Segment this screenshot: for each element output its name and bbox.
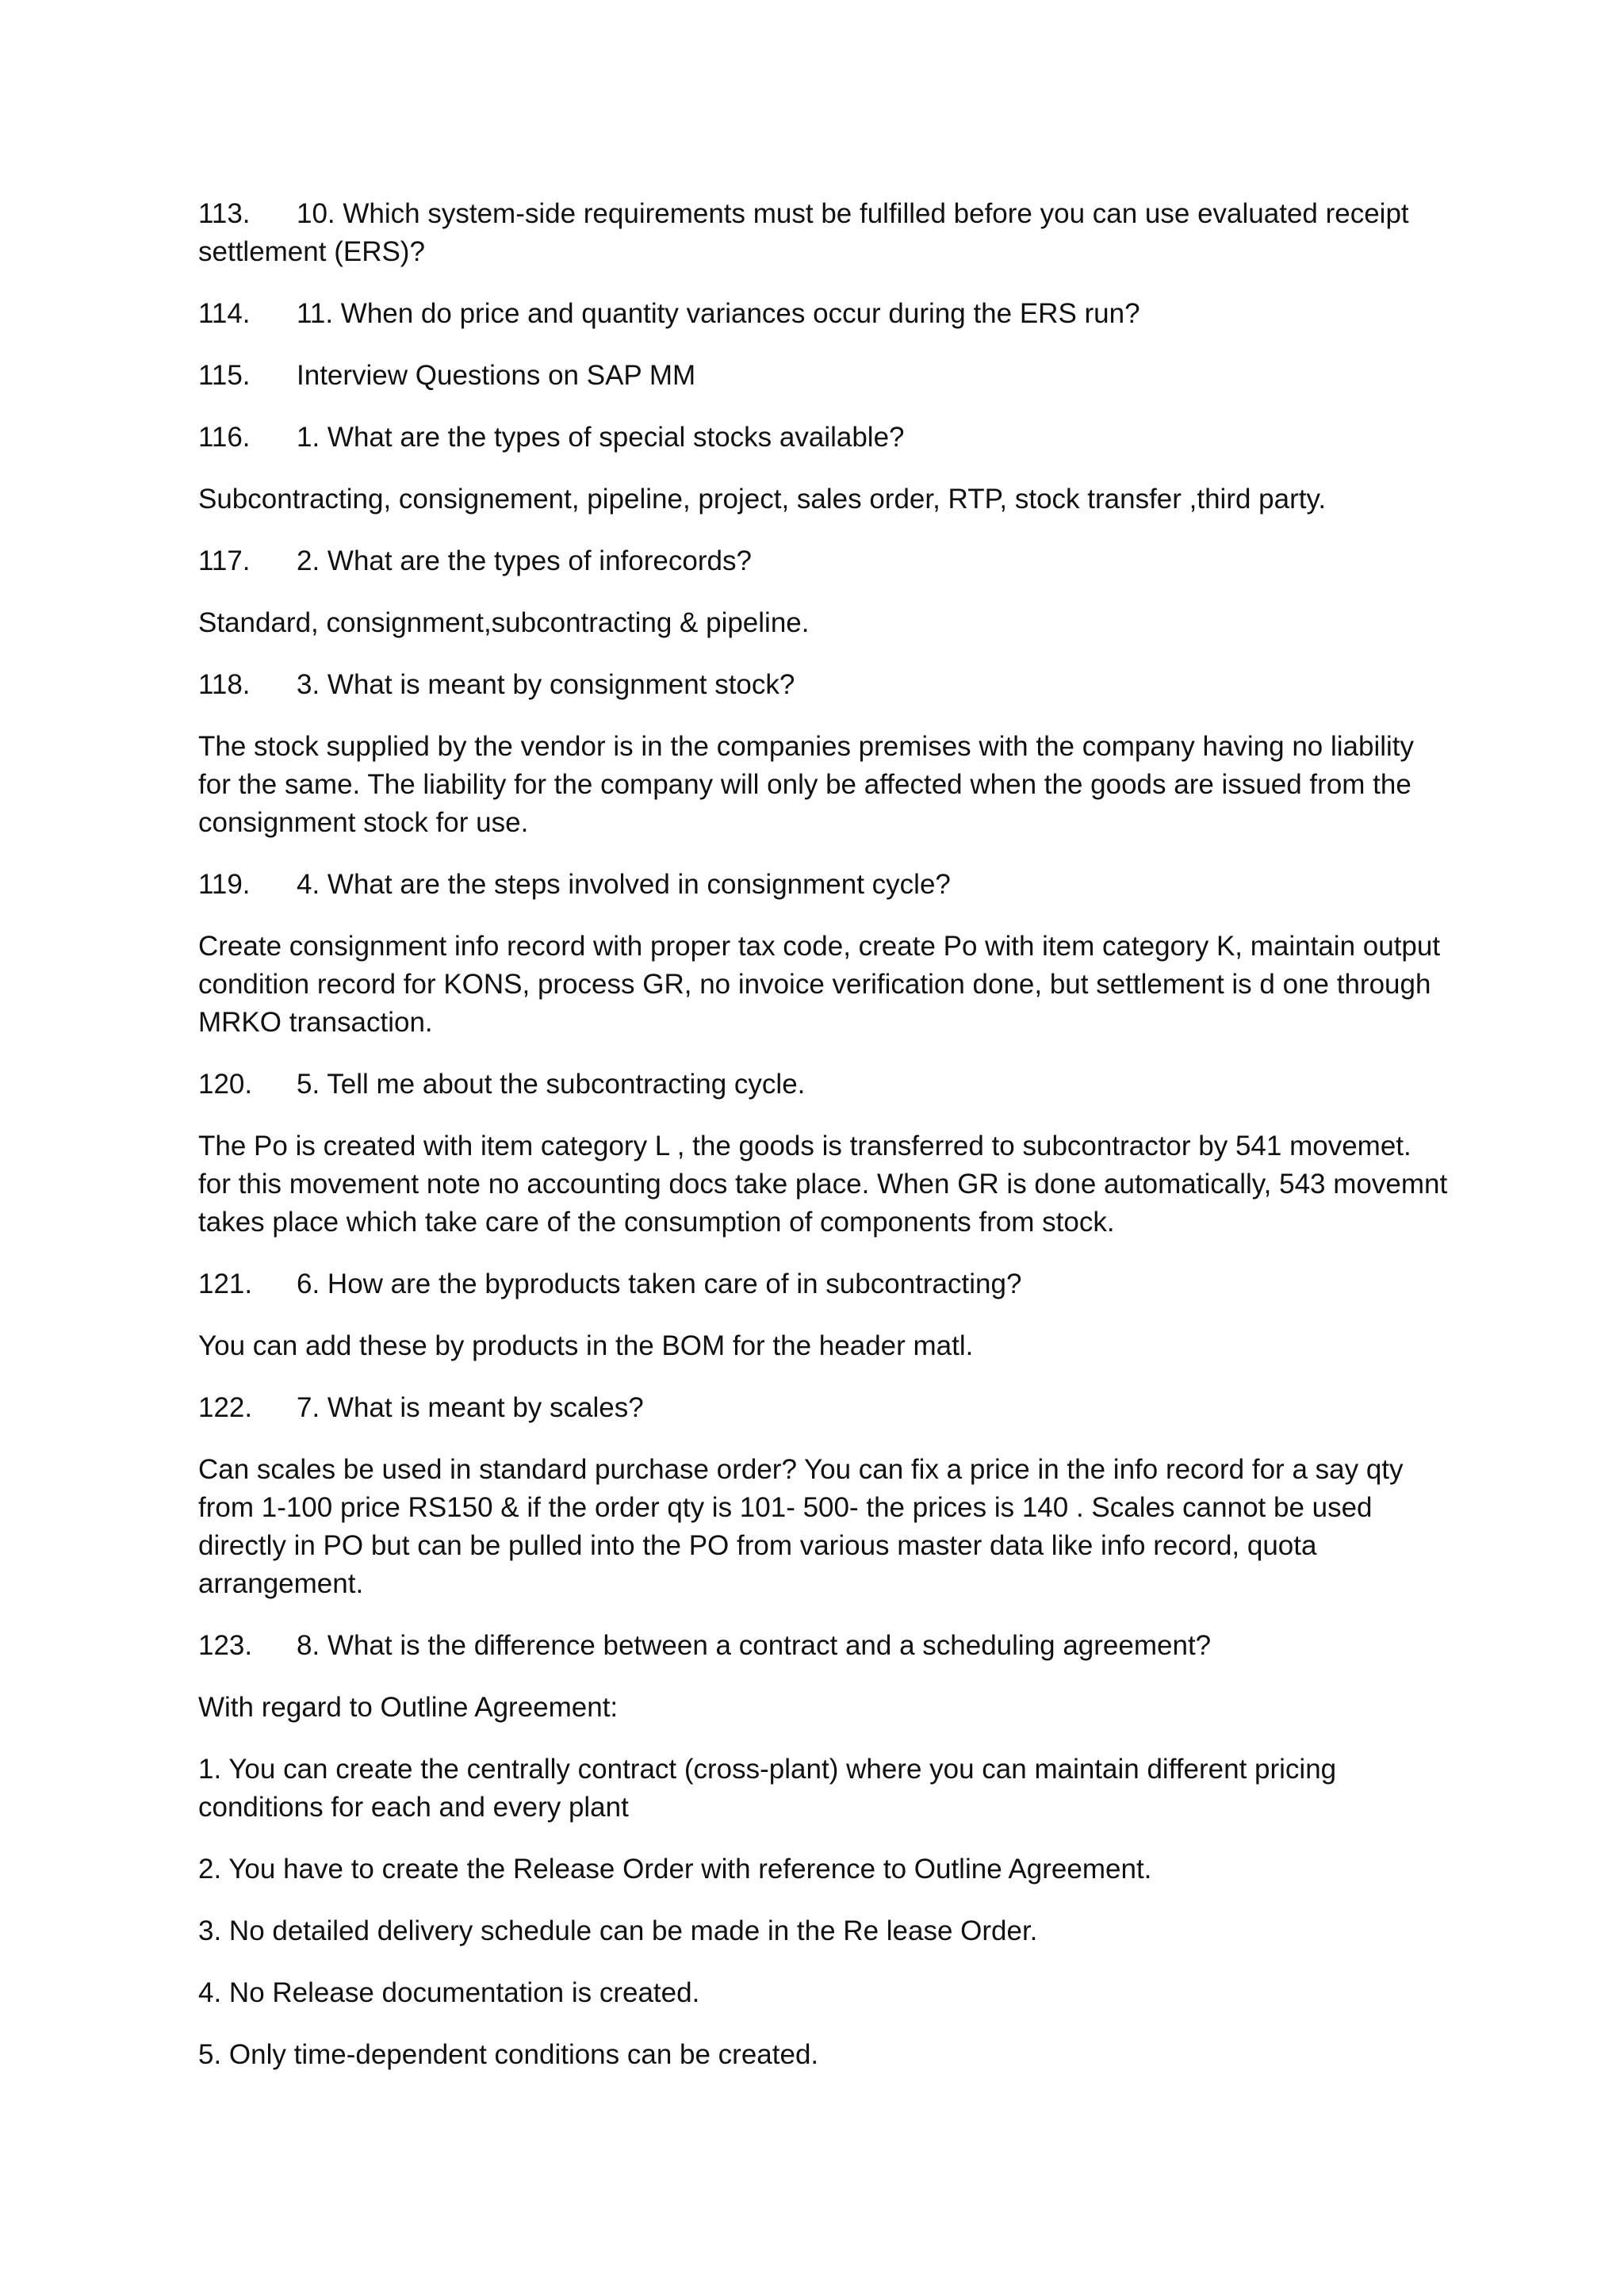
question-text: 2. What are the types of inforecords? bbox=[297, 545, 752, 576]
question-121 bbox=[198, 1265, 1451, 1303]
question-text: 1. What are the types of special stocks available? bbox=[297, 422, 905, 453]
question-123 bbox=[198, 1627, 1451, 1665]
question-number: 121. bbox=[198, 1269, 253, 1299]
list-item: 3. No detailed delivery schedule can be made in the Re lease Order. bbox=[198, 1915, 1038, 1946]
question-number: 113. bbox=[198, 198, 251, 229]
list-item: 1. You can create the centrally contract (cross-plant) where you can maintain different pricing conditions for each and every plant bbox=[198, 1754, 1337, 1823]
question-number: 119. bbox=[198, 869, 251, 900]
section-heading: Interview Questions on SAP MM bbox=[297, 360, 696, 391]
question-number: 115. bbox=[198, 360, 251, 391]
question-116 bbox=[198, 419, 1451, 457]
list-item: 5. Only time-dependent conditions can be created. bbox=[198, 2039, 819, 2070]
answer-117: Standard, consignment,subcontracting & pipeline. bbox=[198, 607, 810, 638]
question-114 bbox=[198, 295, 1451, 333]
answer-123-intro: With regard to Outline Agreement: bbox=[198, 1692, 619, 1723]
answer-121: You can add these by products in the BOM for the header matl. bbox=[198, 1330, 974, 1361]
question-text: 6. How are the byproducts taken care of in subcontracting? bbox=[297, 1269, 1022, 1299]
answer-120: The Po is created with item category L , the goods is transferred to subcontractor by 541 movemet. for this movement note no accounting docs take place. When GR is done automatically, 543 movemnt takes place which take care of the consumption of components from stock. bbox=[198, 1131, 1448, 1238]
answer-116: Subcontracting, consignement, pipeline, project, sales order, RTP, stock transfer ,third party. bbox=[198, 484, 1327, 515]
answer-119: Create consignment info record with proper tax code, create Po with item category K, maintain output condition record for KONS, process GR, no invoice verification done, but settlement is d one through MRKO transaction. bbox=[198, 931, 1441, 1038]
question-119 bbox=[198, 866, 1451, 904]
question-number: 123. bbox=[198, 1630, 253, 1661]
question-115 bbox=[198, 357, 1451, 395]
question-number: 114. bbox=[198, 298, 251, 329]
list-item: 4. No Release documentation is created. bbox=[198, 1977, 700, 2008]
question-text: 5. Tell me about the subcontracting cycle. bbox=[297, 1069, 806, 1100]
question-number: 116. bbox=[198, 422, 251, 453]
question-number: 122. bbox=[198, 1392, 253, 1423]
question-number: 120. bbox=[198, 1069, 253, 1100]
question-113 bbox=[198, 195, 1451, 271]
answer-118: The stock supplied by the vendor is in the companies premises with the company having no liability for the same. The liability for the company will only be affected when the goods are issued from the consignment stock for use. bbox=[198, 731, 1415, 838]
question-120 bbox=[198, 1066, 1451, 1104]
question-text: 11. When do price and quantity variances occur during the ERS run? bbox=[297, 298, 1140, 329]
question-text: 3. What is meant by consignment stock? bbox=[297, 669, 795, 700]
question-text: 8. What is the difference between a contract and a scheduling agreement? bbox=[297, 1630, 1212, 1661]
question-122 bbox=[198, 1389, 1451, 1427]
question-text: 4. What are the steps involved in consignment cycle? bbox=[297, 869, 951, 900]
question-number: 118. bbox=[198, 669, 251, 700]
question-text: 10. Which system-side requirements must be fulfilled before you can use evaluated receipt settlement (ERS)? bbox=[198, 198, 1409, 267]
question-text: 7. What is meant by scales? bbox=[297, 1392, 644, 1423]
question-number: 117. bbox=[198, 545, 251, 576]
list-item: 2. You have to create the Release Order with reference to Outline Agreement. bbox=[198, 1854, 1152, 1885]
question-117 bbox=[198, 542, 1451, 580]
question-118 bbox=[198, 666, 1451, 704]
answer-122: Can scales be used in standard purchase order? You can fix a price in the info record for a say qty from 1-100 price RS150 & if the order qty is 101- 500- the prices is 140 . Scales cannot be used directly in PO but can be pulled into the PO from various master data like info record, quota arrangement. bbox=[198, 1454, 1404, 1599]
document-page bbox=[198, 195, 1451, 2098]
